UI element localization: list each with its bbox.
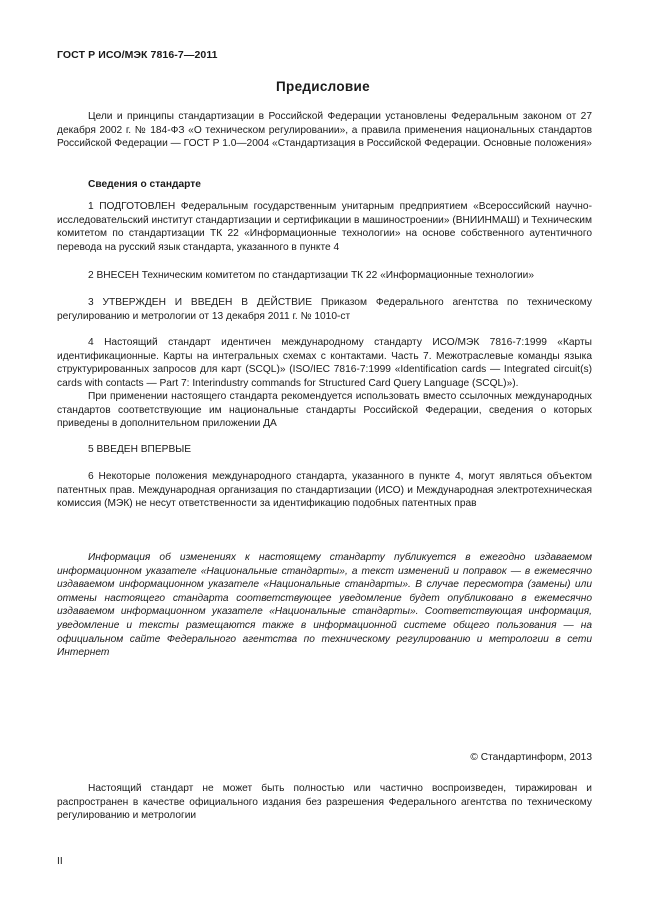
item-2-paragraph: 2 ВНЕСЕН Техническим комитетом по стандартизации ТК 22 «Информационные технологии» [88, 270, 534, 281]
item-1-paragraph: 1 ПОДГОТОВЛЕН Федеральным государственным унитарным предприятием «Всероссийский научно-исследовательский институт стандартизации и сертификации в машиностроении» (ВНИИНМАШ) и Техническим комитетом по стандартизации ТК 22 «Информационные технологии» на основе собственного аутентичного перевода на русский язык стандарта, указанного в пункте 4 [57, 201, 592, 253]
intro-paragraph: Цели и принципы стандартизации в Российской Федерации установлены Федеральным законом от 27 декабря 2002 г. № 184-ФЗ «О техническом регулировании», а правила применения национальных стандартов Российской Федерации — ГОСТ Р 1.0—2004 «Стандартизация в Российской Федерации. Основные положения» [57, 111, 592, 150]
page-title: Предисловие [276, 79, 370, 94]
changes-notice: Информация об изменениях к настоящему стандарту публикуется в ежегодно издаваемом информационном указателе «Национальные стандарты», а текст изменений и поправок — в ежемесячно издаваемом информационном указателе «Национальные стандарты». В случае пересмотра (замены) или отмены настоящего стандарта соответствующее уведомление будет опубликовано в ежемесячно издаваемом информационном указателе «Национальные стандарты». Соответствующая информация, уведомление и тексты размещаются также в информационной системе общего пользования — на официальном сайте Федерального агентства по техническому регулированию и метрологии в сети Интернет [57, 552, 592, 659]
info-heading: Сведения о стандарте [88, 179, 201, 190]
item-3-paragraph: 3 УТВЕРЖДЕН И ВВЕДЕН В ДЕЙСТВИЕ Приказом Федерального агентства по техническому регулированию и метрологии от 13 декабря 2011 г. № 1010-ст [57, 297, 592, 322]
item-5-paragraph: 5 ВВЕДЕН ВПЕРВЫЕ [88, 444, 192, 455]
copyright-line: © Стандартинформ, 2013 [470, 752, 592, 763]
item-6-paragraph: 6 Некоторые положения международного стандарта, указанного в пункте 4, могут являться объектом патентных прав. Международная организация по стандартизации (ИСО) и Международная электротехническая комиссия (МЭК) не несут ответственности за идентификацию подобных патентных прав [57, 471, 592, 510]
item-4-paragraph: 4 Настоящий стандарт идентичен международному стандарту ИСО/МЭК 7816-7:1999 «Карты идентификационные. Карты на интегральных схемах с контактами. Часть 7. Межотраслевые команды языка структурированных запросов для карт (SCQL)» (ISO/IEC 7816-7:1999 «Identification cards — Integrated circuit(s) cards with contacts — Part 7: Interindustry commands for Structured Card Query Language (SCQL)»). [57, 337, 592, 389]
reproduction-notice: Настоящий стандарт не может быть полностью или частично воспроизведен, тиражирован и распространен в качестве официального издания без разрешения Федерального агентства по техническому регулированию и метрологии [57, 783, 592, 822]
standard-code-header: ГОСТ Р ИСО/МЭК 7816-7—2011 [57, 49, 218, 61]
item-4-note-paragraph: При применении настоящего стандарта рекомендуется использовать вместо ссылочных международных стандартов соответствующие им национальные стандарты Российской Федерации, сведения о которых приведены в дополнительном приложении ДА [57, 391, 592, 430]
page-number: II [57, 856, 63, 867]
